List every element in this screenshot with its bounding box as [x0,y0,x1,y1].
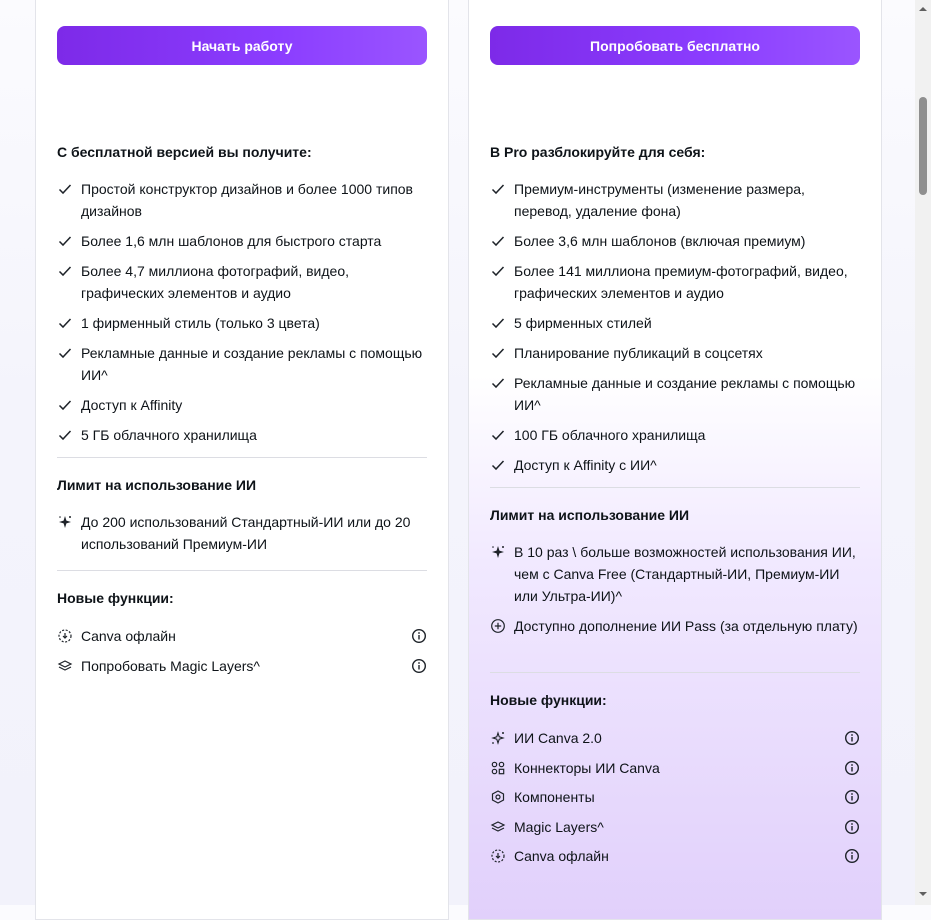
free-plan-card [35,0,449,920]
offline-icon [57,628,73,644]
info-icon[interactable] [844,848,860,864]
check-icon [57,263,73,279]
list-item-label: Более 4,7 миллиона фотографий, видео, графических элементов и аудио [81,263,349,301]
features-heading: С бесплатной версией вы получите: [57,144,312,160]
features-heading: В Pro разблокируйте для себя: [490,144,706,160]
info-icon[interactable] [844,819,860,835]
feature-label: ИИ Canva 2.0 [514,730,602,746]
list-item [490,541,860,607]
list-item-label: До 200 использований Стандартный-ИИ или до 20 использований Премиум-ИИ [81,514,411,552]
info-icon[interactable] [411,628,427,644]
feature-label: Magic Layers^ [514,818,604,835]
info-icon[interactable] [844,730,860,746]
check-icon [57,233,73,249]
check-icon [490,181,506,197]
scroll-up-arrow-icon[interactable] [918,4,928,14]
new-features-heading: Новые функции: [57,590,174,606]
check-icon [490,375,506,391]
list-item [57,424,427,446]
ai-limit-heading: Лимит на использование ИИ [57,477,257,493]
list-item-label: 100 ГБ облачного хранилища [514,427,706,443]
list-item-label: В 10 раз \ больше возможностей использования ИИ, чем с Canva Free (Стандартный-ИИ, Премиум-ИИ или Ультра-ИИ)^ [514,544,856,604]
check-icon [57,427,73,443]
connectors-icon [490,760,506,776]
list-item-label: Рекламные данные и создание рекламы с помощью ИИ^ [81,345,423,383]
pro-plan-card [468,0,882,920]
feature-row-canva-offline [57,625,427,647]
list-item [490,260,860,304]
list-item-label: Доступно дополнение ИИ Pass (за отдельную плату) [514,618,858,634]
check-icon [490,233,506,249]
plus-circle-icon [490,618,506,634]
start-work-button[interactable]: Начать работу [57,26,427,65]
feature-label: Canva офлайн [514,848,609,864]
features-list [57,178,427,446]
feature-row-canva-offline [490,845,860,867]
divider [57,570,427,571]
list-item-label: Премиум-инструменты (изменение размера, перевод, удаление фона) [514,181,805,219]
check-icon [57,345,73,361]
info-icon[interactable] [411,658,427,674]
divider [57,457,427,458]
check-icon [490,427,506,443]
check-icon [57,315,73,331]
scroll-down-arrow-icon[interactable] [918,889,928,899]
list-item [57,230,427,252]
check-icon [490,315,506,331]
try-free-button[interactable]: Попробовать бесплатно [490,26,860,65]
check-icon [490,457,506,473]
scrollbar[interactable] [915,0,931,905]
list-item-label: Доступ к Affinity с ИИ^ [514,457,657,473]
list-item [490,454,860,476]
list-item [490,615,860,637]
divider [490,672,860,673]
list-item [490,230,860,252]
divider [490,487,860,488]
feature-label: Попробовать Magic Layers^ [81,658,260,674]
sparkle-icon [490,730,506,746]
feature-label: Компоненты [514,789,595,805]
list-item-label: Рекламные данные и создание рекламы с помощью ИИ^ [514,375,856,413]
feature-row-magic-layers [490,816,860,838]
ai-limit-heading: Лимит на использование ИИ [490,507,690,523]
list-item-label: Планирование публикаций в соцсетях [514,345,763,361]
ai-limit-list [57,511,427,555]
feature-label: Canva офлайн [81,628,176,644]
list-item [490,372,860,416]
list-item [490,342,860,364]
sparkle-icon [490,544,506,560]
layers-icon [490,819,506,835]
offline-icon [490,848,506,864]
list-item [57,342,427,386]
feature-row-connectors [490,757,860,779]
list-item-label: Более 141 миллиона премиум-фотографий, видео, графических элементов и аудио [514,263,848,301]
check-icon [57,181,73,197]
list-item-label: Более 3,6 млн шаблонов (включая премиум) [514,233,806,249]
feature-row-canva-ai [490,727,860,749]
list-item-label: 5 ГБ облачного хранилища [81,427,257,443]
list-item [490,312,860,334]
ai-limit-list [490,541,860,637]
list-item [57,394,427,416]
list-item [57,178,427,222]
list-item [490,424,860,446]
info-icon[interactable] [844,789,860,805]
list-item [57,312,427,334]
sparkle-icon [57,514,73,530]
list-item-label: 1 фирменный стиль (только 3 цвета) [81,315,320,331]
scrollbar-thumb[interactable] [919,97,927,195]
list-item-label: Доступ к Affinity [81,397,183,413]
check-icon [57,397,73,413]
check-icon [490,345,506,361]
layers-icon [57,658,73,674]
feature-row-magic-layers [57,655,427,677]
components-icon [490,789,506,805]
info-icon[interactable] [844,760,860,776]
list-item [57,260,427,304]
list-item-label: Более 1,6 млн шаблонов для быстрого старта [81,233,382,249]
list-item-label: Простой конструктор дизайнов и более 1000 типов дизайнов [81,181,413,219]
features-list [490,178,860,476]
feature-row-components [490,786,860,808]
list-item-label: 5 фирменных стилей [514,315,652,331]
feature-label: Коннекторы ИИ Canva [514,759,660,776]
check-icon [490,263,506,279]
new-features-heading: Новые функции: [490,692,607,708]
list-item [57,511,427,555]
list-item [490,178,860,222]
